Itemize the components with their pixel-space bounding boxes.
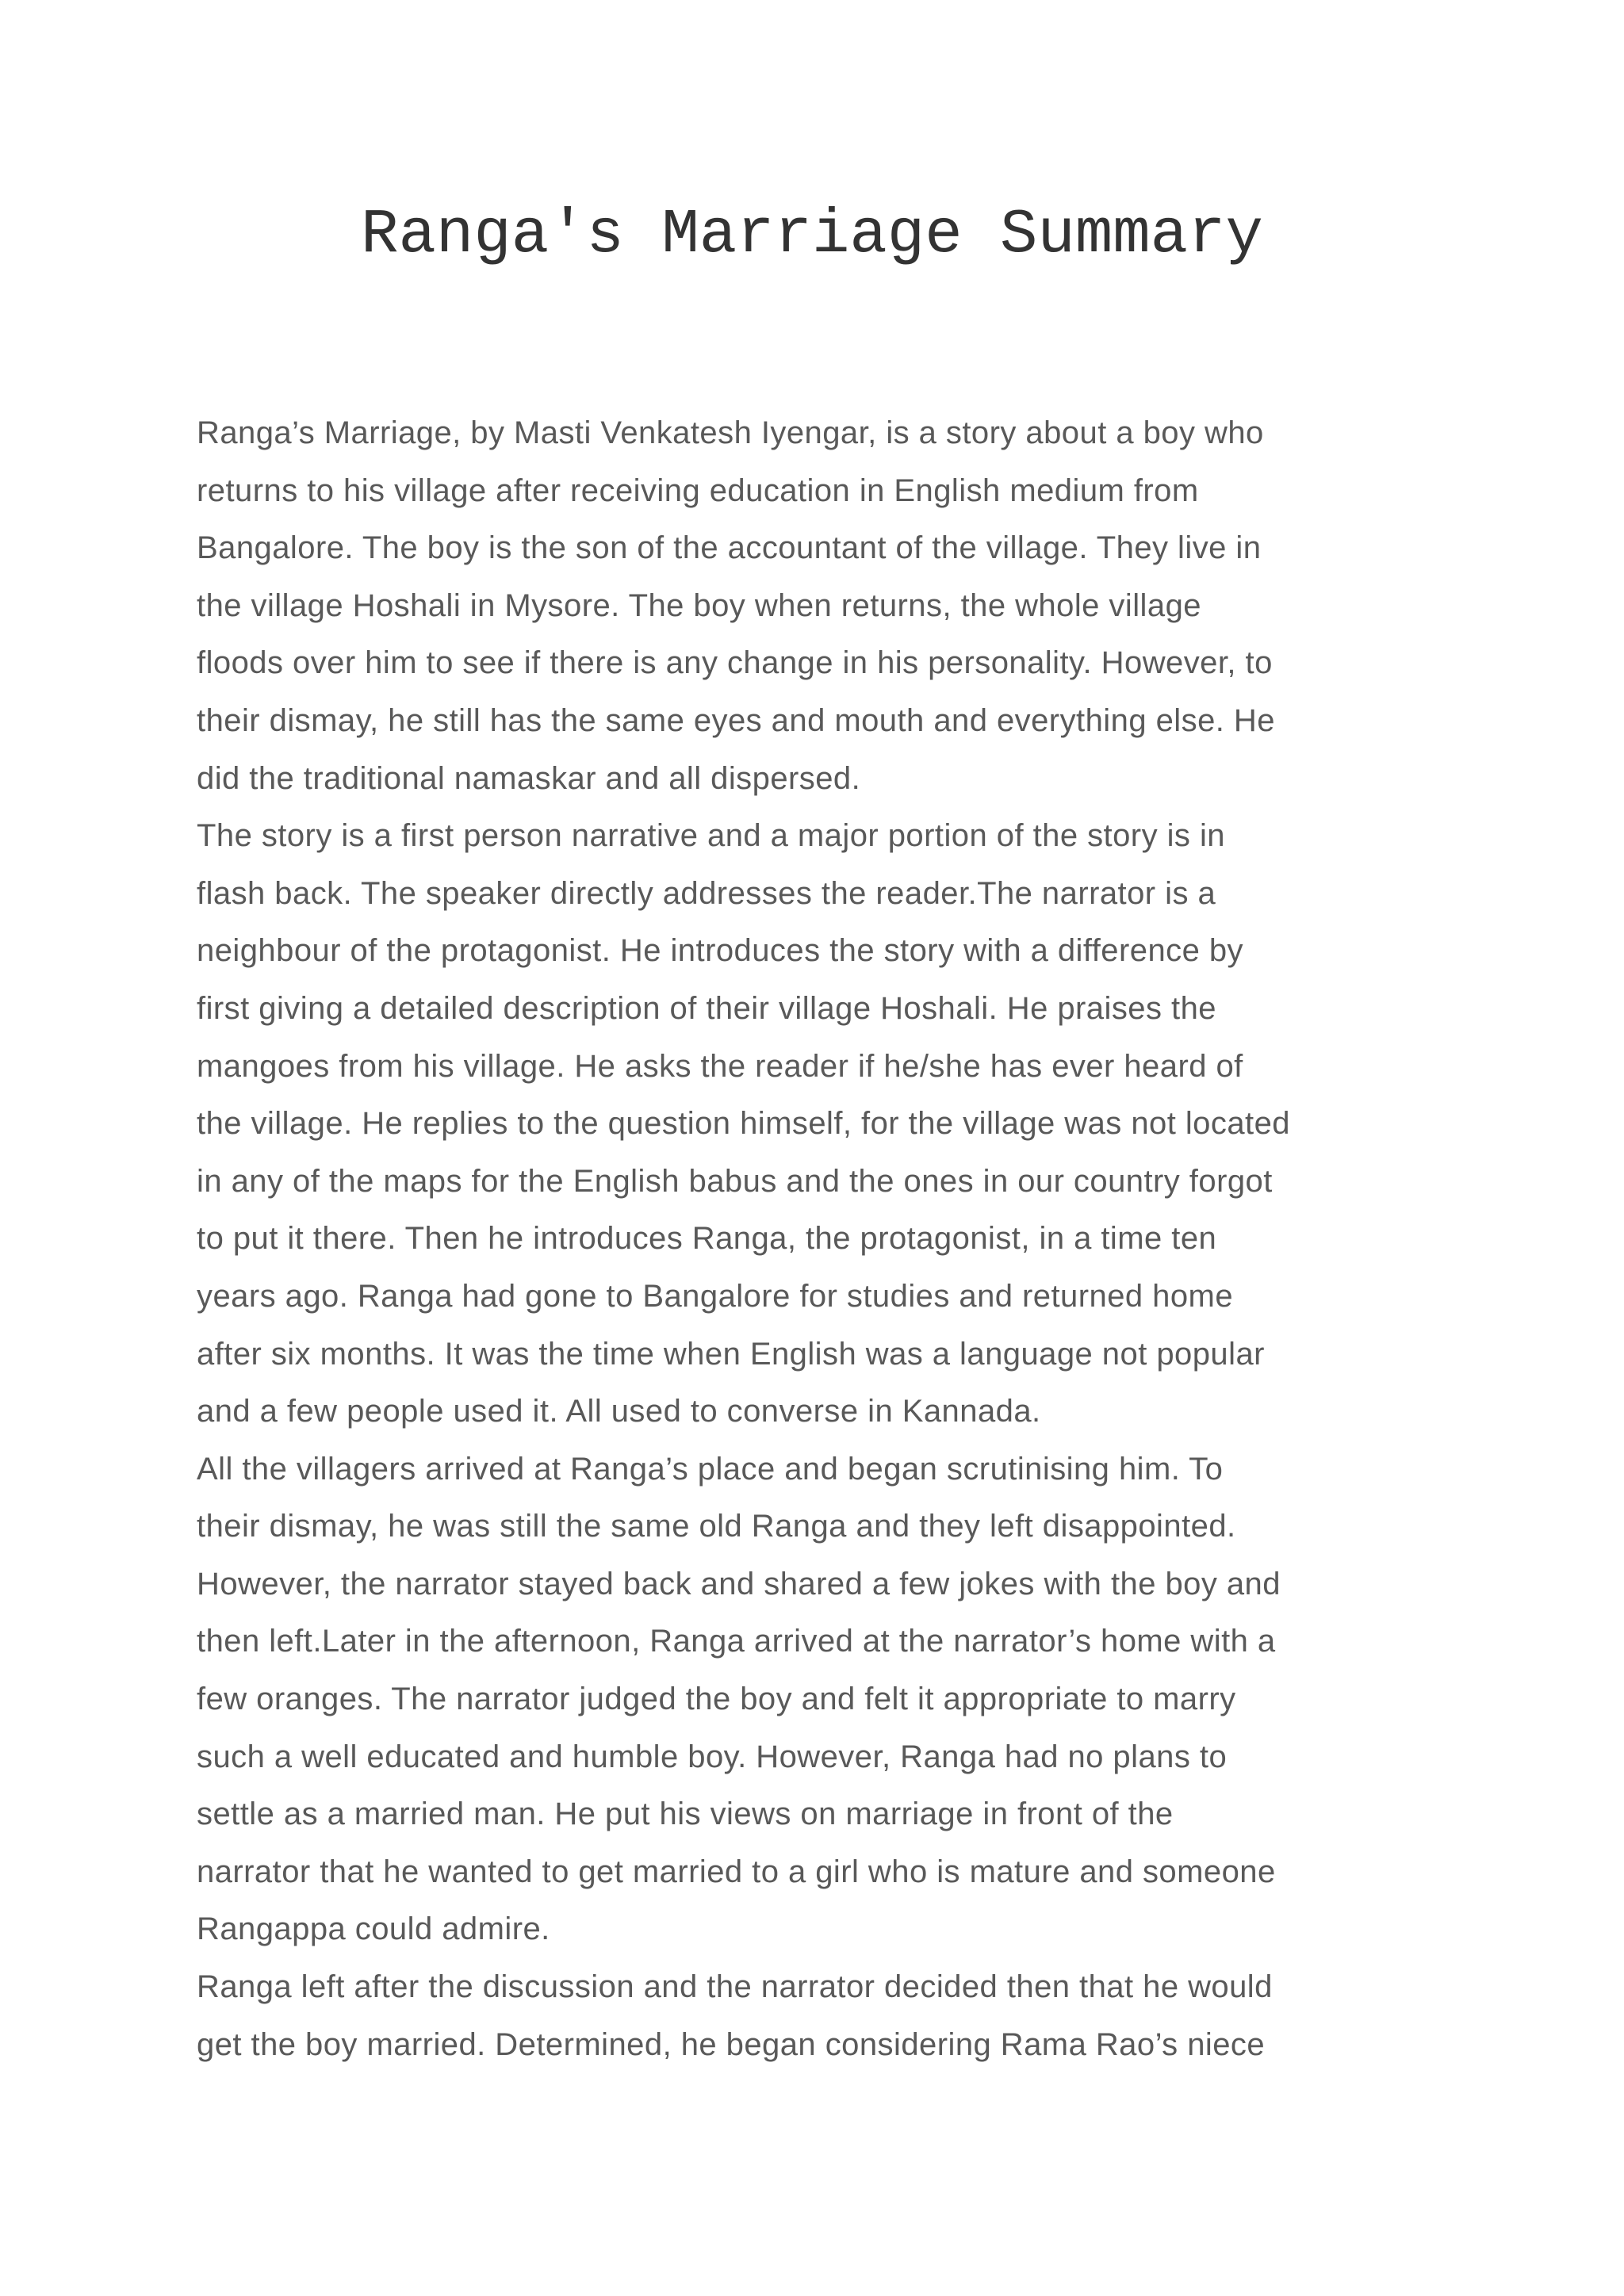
text-line: after six months. It was the time when English was a language not popular: [197, 1336, 1265, 1372]
text-line: Ranga left after the discussion and the narrator decided then that he would: [197, 1969, 1273, 2005]
text-line: All the villagers arrived at Ranga’s place and began scrutinising him. To: [197, 1451, 1224, 1487]
text-line: The story is a first person narrative and a major portion of the story is in: [197, 818, 1225, 854]
text-line: first giving a detailed description of their village Hoshali. He praises the: [197, 990, 1216, 1026]
text-line: then left.Later in the afternoon, Ranga arrived at the narrator’s home with a: [197, 1624, 1276, 1659]
text-line: neighbour of the protagonist. He introduces the story with a difference by: [197, 933, 1243, 969]
text-line: flash back. The speaker directly addresses the reader.The narrator is a: [197, 875, 1216, 911]
text-line: the village. He replies to the question himself, for the village was not located: [197, 1106, 1290, 1142]
text-line: floods over him to see if there is any change in his personality. However, to: [197, 645, 1273, 681]
text-line: the village Hoshali in Mysore. The boy when returns, the whole village: [197, 587, 1201, 623]
text-line: Ranga’s Marriage, by Masti Venkatesh Iyengar, is a story about a boy who: [197, 415, 1264, 450]
text-line: Bangalore. The boy is the son of the accountant of the village. They live in: [197, 530, 1262, 566]
text-line: few oranges. The narrator judged the boy and felt it appropriate to marry: [197, 1682, 1236, 1717]
text-line: settle as a married man. He put his views on marriage in front of the: [197, 1797, 1174, 1832]
text-line: and a few people used it. All used to converse in Kannada.: [197, 1394, 1041, 1429]
text-line: such a well educated and humble boy. However, Ranga had no plans to: [197, 1739, 1228, 1774]
text-line: narrator that he wanted to get married to a girl who is mature and someone: [197, 1854, 1276, 1889]
text-line: years ago. Ranga had gone to Bangalore for studies and returned home: [197, 1278, 1234, 1314]
text-line: to put it there. Then he introduces Ranga, the protagonist, in a time ten: [197, 1221, 1217, 1257]
text-line: returns to his village after receiving education in English medium from: [197, 473, 1199, 508]
text-line: get the boy married. Determined, he began considering Rama Rao’s niece: [197, 2026, 1266, 2062]
body-text: [197, 404, 1450, 2073]
text-line: their dismay, he was still the same old Ranga and they left disappointed.: [197, 1509, 1236, 1544]
page-title: Ranga's Marriage Summary: [361, 199, 1263, 270]
text-line: Rangappa could admire.: [197, 1911, 550, 1947]
text-line: did the traditional namaskar and all dispersed.: [197, 760, 861, 796]
text-line: mangoes from his village. He asks the reader if he/she has ever heard of: [197, 1048, 1243, 1084]
text-line: in any of the maps for the English babus and the ones in our country forgot: [197, 1163, 1273, 1199]
text-line: However, the narrator stayed back and shared a few jokes with the boy and: [197, 1566, 1281, 1601]
text-line: their dismay, he still has the same eyes and mouth and everything else. He: [197, 702, 1275, 738]
